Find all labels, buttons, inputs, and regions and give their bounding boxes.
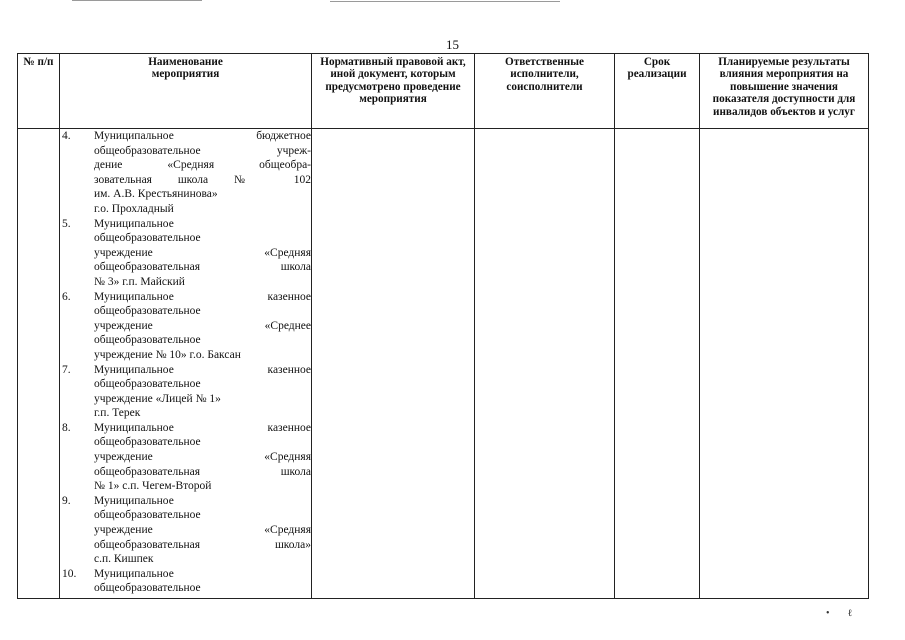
entry-text	[94, 421, 311, 494]
entry-line: общеобразовательное	[94, 378, 201, 391]
entry-line: учреждение «Средняя	[94, 524, 311, 537]
scan-line	[72, 0, 202, 1]
entry-number: 7.	[62, 363, 71, 376]
entry-line: г.о. Прохладный	[94, 202, 174, 215]
table-header-row	[18, 54, 869, 129]
entry-line: Муниципальное бюджетное	[94, 130, 311, 142]
entry-line: общеобразовательное	[94, 436, 201, 449]
entry-line: общеобразовательное учреж-	[94, 144, 311, 157]
table-row	[18, 129, 869, 599]
scan-corner-marks: •​ℓ	[826, 608, 871, 619]
measures-table	[17, 53, 869, 599]
list-item	[60, 567, 311, 596]
entry-number: 4.	[62, 130, 71, 142]
list-item	[60, 129, 311, 217]
scan-artifact-top	[0, 0, 905, 8]
entry-line: Муниципальное казенное	[94, 421, 311, 434]
entry-line: Муниципальное казенное	[94, 363, 311, 376]
scan-line	[330, 1, 560, 2]
header-num: № п/п	[18, 54, 60, 129]
list-item	[60, 363, 311, 421]
entry-line: № 1» с.п. Чегем-Второй	[94, 480, 212, 493]
entry-text	[94, 494, 311, 567]
entry-line: № 3» г.п. Майский	[94, 275, 185, 288]
header-act: Нормативный правовой акт, иной документ, которым предусмотрено проведение мероприятия	[312, 54, 475, 129]
header-responsible: Ответственные исполнители, соисполнители	[475, 54, 615, 129]
entry-text	[94, 567, 311, 596]
entry-line: учреждение № 10» г.о. Баксан	[94, 348, 241, 361]
cell-act	[312, 129, 475, 599]
list-item	[60, 421, 311, 494]
entry-line: общеобразовательное	[94, 334, 201, 347]
entry-line: общеобразовательная школа»	[94, 538, 311, 551]
list-item	[60, 217, 311, 290]
entry-line: общеобразовательная школа	[94, 261, 311, 274]
cell-term	[615, 129, 700, 599]
entry-line: общеобразовательное	[94, 305, 201, 318]
entry-line: общеобразовательная школа	[94, 465, 311, 478]
header-name: Наименование мероприятия	[60, 54, 312, 129]
cell-num	[18, 129, 60, 599]
entry-line: учреждение «Средняя	[94, 451, 311, 464]
entry-number: 9.	[62, 494, 71, 507]
entry-line: с.п. Кишпек	[94, 553, 154, 566]
header-results: Планируемые результаты влияния мероприятия на повышение значения показателя доступности для инвалидов объектов и услуг	[700, 54, 869, 129]
entry-line: Муниципальное	[94, 494, 174, 507]
entry-line: им. А.В. Крестьянинова»	[94, 188, 218, 201]
entry-line: Муниципальное	[94, 567, 174, 580]
entry-line: Муниципальное казенное	[94, 290, 311, 303]
entry-line: общеобразовательное	[94, 232, 201, 245]
cell-results	[700, 129, 869, 599]
entry-text	[94, 290, 311, 363]
entry-line: учреждение «Среднее	[94, 319, 311, 332]
cell-responsible	[475, 129, 615, 599]
entry-line: общеобразовательное	[94, 509, 201, 522]
entry-text	[94, 217, 311, 290]
entry-line: учреждение «Лицей № 1»	[94, 392, 221, 405]
entry-number: 8.	[62, 421, 71, 434]
entry-number: 10.	[62, 567, 77, 580]
entry-line: зовательная школа № 102	[94, 173, 311, 186]
entry-line: г.п. Терек	[94, 407, 141, 420]
entry-line: учреждение «Средняя	[94, 246, 311, 259]
entry-line: Муниципальное	[94, 217, 174, 230]
entry-line: дение «Средняя общеобра-	[94, 159, 311, 172]
header-term: Срок реализации	[615, 54, 700, 129]
entry-text	[94, 363, 311, 421]
page-number: 15	[446, 37, 459, 52]
list-item	[60, 494, 311, 567]
entry-number: 6.	[62, 290, 71, 303]
entry-number: 5.	[62, 217, 71, 230]
entry-text	[94, 129, 311, 217]
cell-name	[60, 129, 312, 599]
entry-line: общеобразовательное	[94, 582, 201, 595]
list-item	[60, 290, 311, 363]
